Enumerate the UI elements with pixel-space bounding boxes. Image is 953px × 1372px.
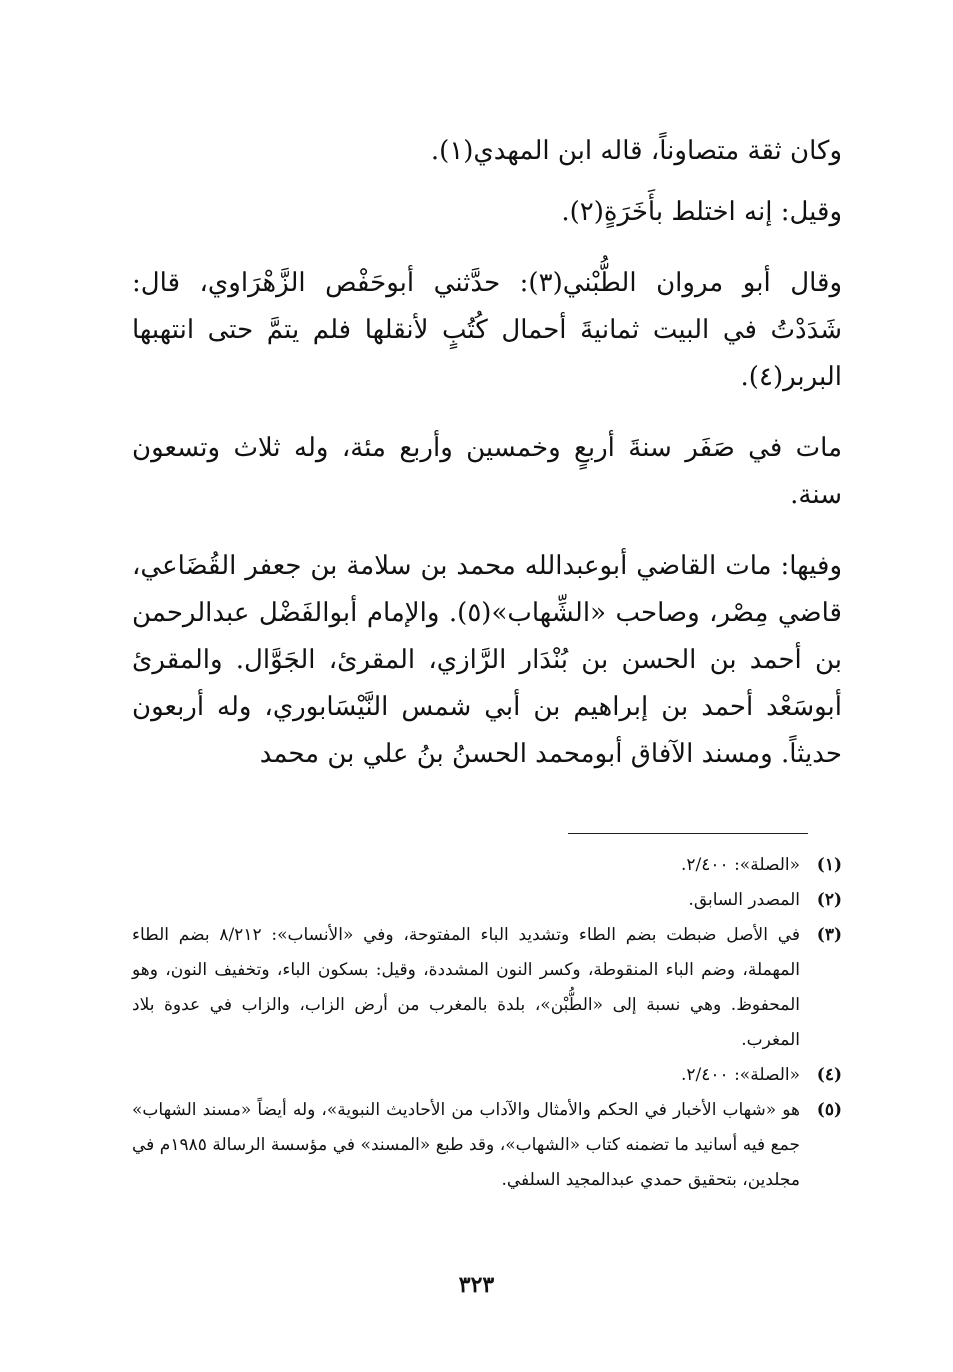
footnote-number: (٤) [816, 1065, 842, 1085]
footnote-separator [568, 833, 808, 834]
footnote-3 [132, 918, 842, 1058]
footnote-1 [132, 848, 842, 883]
footnote-4 [132, 1058, 842, 1093]
footnote-text: «الصلة»: ٢/٤٠٠. [681, 1065, 800, 1085]
paragraph-5: وفيها: مات القاضي أبوعبدالله محمد بن سلامة بن جعفر القُضَاعي، قاضي مِصْر، وصاحب «الشِّهاب»(٥). والإمام أبوالفَضْل عبدالرحمن بن أحمد بن الحسن بن بُنْدَار الرَّازي، المقرئ، الجَوَّال. والمقرئ أبوسَعْد أحمد بن إبراهيم بن أبي شمس النَّيْسَابوري، وله أربعون حديثاً. ومسند الآفاق أبومحمد الحسنُ بنُ علي بن محمد [132, 551, 842, 769]
footnote-text: هو «شهاب الأخبار في الحكم والأمثال والآداب من الأحاديث النبوية»، وله أيضاً «مسند الشهاب» جمع فيه أسانيد ما تضمنه كتاب «الشهاب»، وقد طبع «المسند» في مؤسسة الرسالة ١٩٨٥م في مجلدين، بتحقيق حمدي عبدالمجيد السلفي. [132, 1100, 800, 1190]
paragraph-2: وقيل: إنه اختلط بأَخَرَةٍ(٢). [561, 197, 842, 227]
footnote-text: «الصلة»: ٢/٤٠٠. [681, 855, 800, 875]
footnote-number: (٣) [816, 925, 842, 945]
paragraph-3: وقال أبو مروان الطُّبْني(٣): حدَّثني أبوحَفْص الزَّهْرَاوي، قال: شَدَدْتُ في البيت ثمانيةَ أحمال كُتُبٍ لأنقلها فلم يتمَّ حتى انتهبها البربر(٤). [132, 268, 843, 392]
paragraph-1: وكان ثقة متصاوناً، قاله ابن المهدي(١). [430, 136, 842, 166]
footnote-number: (٥) [816, 1100, 842, 1120]
footnote-5 [132, 1093, 842, 1198]
footnote-number: (١) [816, 855, 842, 875]
footnotes [132, 848, 842, 1198]
footnote-text: المصدر السابق. [688, 890, 800, 910]
main-text [132, 128, 842, 778]
footnote-2 [132, 883, 842, 918]
footnote-number: (٢) [816, 890, 842, 910]
paragraph-4: مات في صَفَر سنةَ أربعٍ وخمسين وأربع مئة، وله ثلاث وتسعون سنة. [132, 433, 842, 510]
footnote-text: في الأصل ضبطت بضم الطاء وتشديد الباء المفتوحة، وفي «الأنساب»: ٨/٢١٢ بضم الطاء المهملة، وضم الباء المنقوطة، وكسر النون المشددة، وقيل: بسكون الباء، وتخفيف النون، وهو المحفوظ. وهي نسبة إلى «الطُّبْن»، بلدة بالمغرب من أرض الزاب، والزاب في عدوة بلاد المغرب. [132, 925, 800, 1050]
page-number: ٣٢٣ [458, 1272, 495, 1298]
